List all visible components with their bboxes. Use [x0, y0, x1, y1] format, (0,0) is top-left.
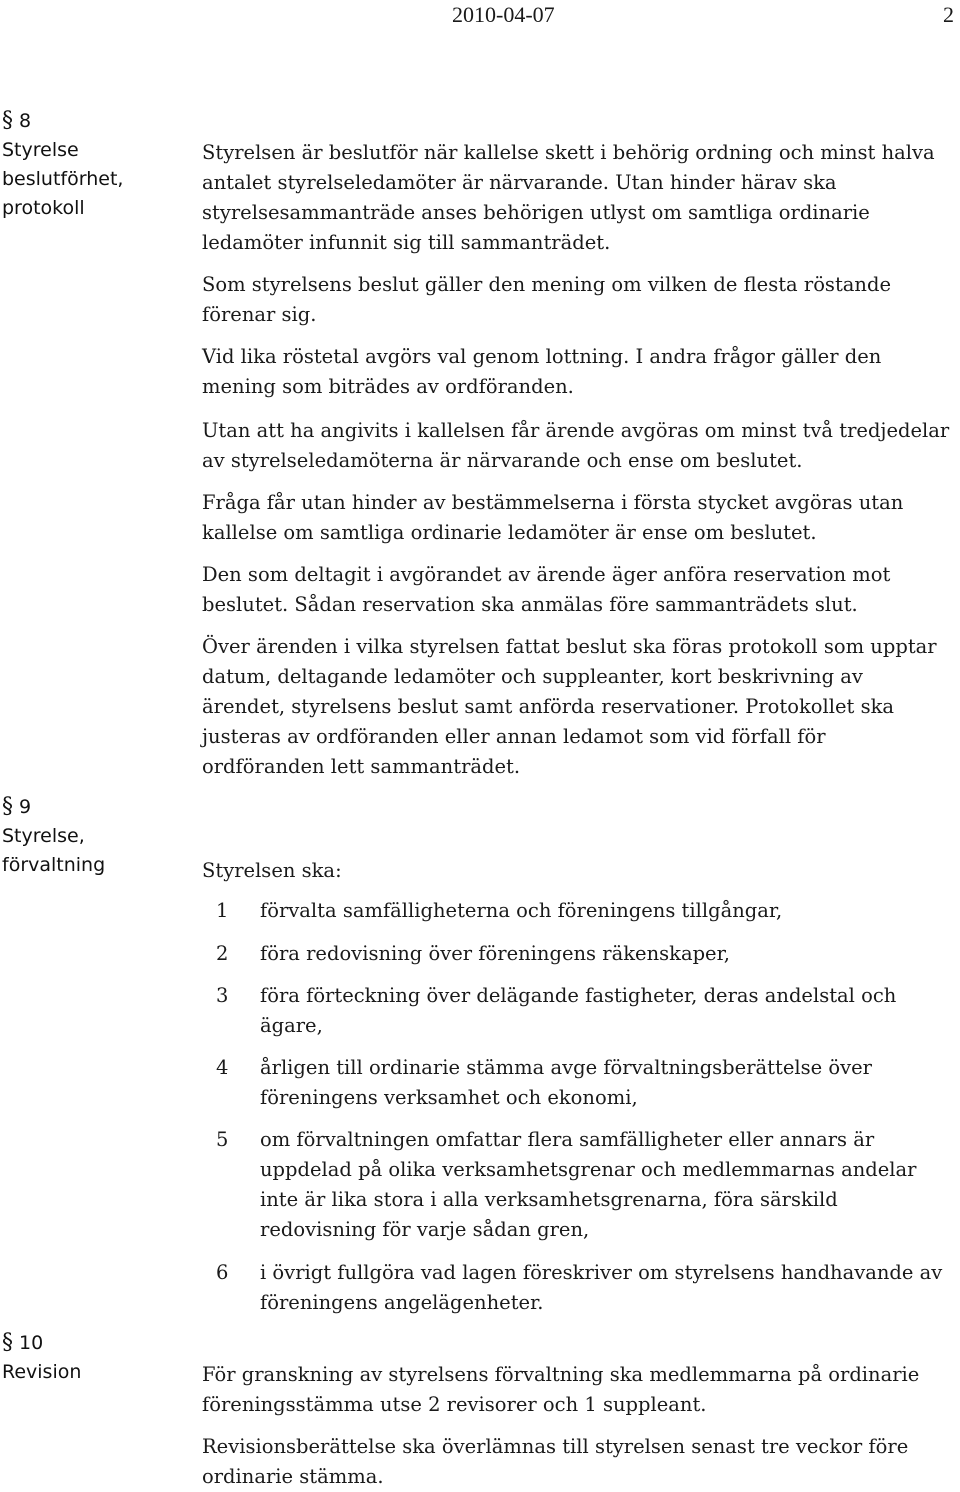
list-number: 4 [216, 1056, 229, 1079]
section-symbol: § [2, 108, 13, 133]
section-title-line: Styrelse, [2, 825, 85, 847]
paragraph: Vid lika röstetal avgörs val genom lottning. I andra frågor gäller den mening som biträdes av ordföranden. [202, 345, 882, 398]
paragraph: Utan att ha angivits i kallelsen får ärende avgöras om minst två tredjedelar av styrelseledamöterna är närvarande och ense om beslutet. [202, 419, 950, 472]
paragraph: Den som deltagit i avgörandet av ärende äger anföra reservation mot beslutet. Sådan reservation ska anmälas före sammanträdets slut. [202, 563, 891, 616]
section-8-heading [2, 106, 123, 223]
section-number: 10 [19, 1332, 44, 1354]
list-text: i övrigt fullgöra vad lagen föreskriver om styrelsens handhavande av föreningens angelägenheter. [260, 1261, 943, 1314]
section-10-heading [2, 1328, 81, 1387]
section-symbol: § [2, 1330, 13, 1355]
page-number: 2 [943, 2, 954, 27]
revision-paragraph: För granskning av styrelsens förvaltning ska medlemmarna på ordinarie föreningsstämma utse 2 revisorer och 1 suppleant. [202, 1363, 920, 1416]
section-title-line: Styrelse [2, 139, 79, 161]
paragraph: Över ärenden i vilka styrelsen fattat beslut ska föras protokoll som upptar datum, deltagande ledamöter och suppleanter, kort beskrivning av ärendet, styrelsens beslut samt anförda reservationer. Protokollet ska justeras av ordföranden eller annan ledamot som vid förfall för ordföranden lett sammanträdet. [202, 635, 937, 778]
list-number: 3 [216, 984, 229, 1007]
page-header [0, 2, 960, 30]
section-title-line: beslutförhet, [2, 168, 124, 190]
list-text: om förvaltningen omfattar flera samfälligheter eller annars är uppdelad på olika verksamhetsgrenar och medlemmarnas andelar inte är lika stora i alla verksamhetsgrenarna, föra särskild redovisning för varje sådan gren, [260, 1128, 917, 1241]
list-text: årligen till ordinarie stämma avge förvaltningsberättelse över föreningens verksamhet och ekonomi, [260, 1056, 872, 1109]
list-text: föra förteckning över delägande fastigheter, deras andelstal och ägare, [260, 984, 897, 1037]
section-title-line: Revision [2, 1361, 82, 1383]
list-number: 6 [216, 1261, 229, 1284]
list-text: förvalta samfälligheterna och föreningens tillgångar, [260, 899, 783, 922]
section-title-line: förvaltning [2, 854, 106, 876]
duties-intro: Styrelsen ska: [202, 859, 342, 882]
section-number: 9 [19, 796, 32, 818]
section-number: 8 [19, 110, 32, 132]
header-date: 2010-04-07 [452, 2, 555, 27]
paragraph: Som styrelsens beslut gäller den mening om vilken de flesta röstande förenar sig. [202, 273, 891, 326]
paragraph: Fråga får utan hinder av bestämmelserna i första stycket avgöras utan kallelse om samtliga ordinarie ledamöter är ense om beslutet. [202, 491, 904, 544]
list-number: 5 [216, 1128, 229, 1151]
list-number: 1 [216, 899, 229, 922]
section-symbol: § [2, 794, 13, 819]
paragraph: Styrelsen är beslutför när kallelse skett i behörig ordning och minst halva antalet styrelseledamöter är närvarande. Utan hinder härav ska styrelsesammanträde anses behörigen utlyst om samtliga ordinarie ledamöter infunnit sig till sammanträdet. [202, 141, 935, 254]
revision-paragraph: Revisionsberättelse ska överlämnas till styrelsen senast tre veckor före ordinarie stämma. [202, 1435, 909, 1488]
section-title-line: protokoll [2, 197, 85, 219]
section-9-heading [2, 792, 105, 880]
list-number: 2 [216, 942, 229, 965]
list-text: föra redovisning över föreningens räkenskaper, [260, 942, 730, 965]
